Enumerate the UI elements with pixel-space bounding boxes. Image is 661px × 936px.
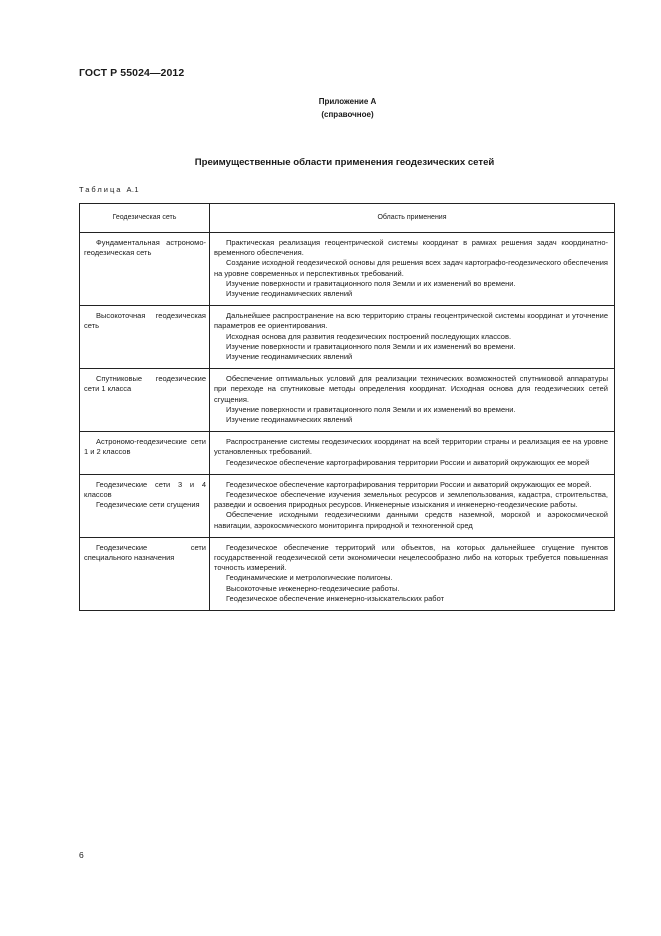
area-item: Изучение поверхности и гравитационного поля Земли и их изменений во времени. (226, 404, 516, 414)
network-name: Фундаментальная астрономо-геодезическая сеть (84, 238, 206, 258)
area-item: Обеспечение оптимальных условий для реализации технических возможностей спутниковой аппаратуры при переходе на спутниковые методы определения координат. Исходная основа для геодезических сетей сгущения. (214, 374, 608, 404)
table-header-row (80, 204, 615, 233)
appendix-subtitle: (справочное) (321, 109, 374, 119)
network-name: Геодезические сети 3 и 4 классов (84, 479, 206, 500)
area-item: Изучение геодинамических явлений (226, 352, 353, 362)
area-item: Обеспечение исходными геодезическими данными средств наземной, морской и аэрокосмической навигации, аэрокосмического мониторинга природной и техногенной сред (214, 510, 608, 530)
area-item: Изучение геодинамических явлений (226, 289, 353, 299)
col-header-network: Геодезическая сеть (80, 204, 210, 233)
section-heading: Преимущественные области применения геодезических сетей (194, 157, 495, 168)
table-row (80, 369, 615, 432)
table-row (80, 474, 615, 537)
area-cell (210, 432, 615, 475)
area-item: Изучение поверхности и гравитационного поля Земли и их изменений во времени. (226, 278, 516, 288)
network-cell (80, 233, 210, 306)
area-item: Исходная основа для развития геодезических построений последующих классов. (226, 331, 512, 341)
network-name-secondary: Геодезические сети сгущения (96, 500, 200, 510)
table-row (80, 306, 615, 369)
area-item: Геодинамические и метрологические полигоны. (226, 573, 393, 583)
network-cell (80, 474, 210, 537)
area-item: Изучение поверхности и гравитационного поля Земли и их изменений во времени. (226, 341, 516, 351)
area-cell (210, 233, 615, 306)
applications-table (79, 203, 615, 611)
network-cell (80, 432, 210, 475)
col-header-area: Область применения (210, 204, 615, 233)
area-item: Высокоточные инженерно-геодезические работы. (226, 583, 400, 593)
network-cell (80, 369, 210, 432)
network-name: Астрономо-геодезические сети 1 и 2 классов (84, 437, 206, 457)
area-item: Геодезическое обеспечение территорий или объектов, на которых дальнейшее сгущение пунктов государственной геодезической сети экономически нецелесообразно либо на которых требуется повышенная точность измерений. (214, 542, 608, 573)
area-cell (210, 537, 615, 610)
area-item: Создание исходной геодезической основы для решения всех задач картографо-геодезического обеспечения на уровне современных и перспективных требований. (214, 258, 608, 278)
table-caption-number: А.1 (126, 185, 139, 194)
page-number: 6 (79, 850, 84, 860)
network-cell (80, 537, 210, 610)
document-code: ГОСТ Р 55024—2012 (79, 67, 185, 79)
area-cell (210, 474, 615, 537)
area-item: Дальнейшее распространение на всю территорию страны геоцентрической системы координат и уточнение параметров ее ориентирования. (214, 311, 608, 331)
table-row (80, 233, 615, 306)
area-item: Геодезическое обеспечение изучения земельных ресурсов и землепользования, кадастра, строительства, разведки и освоения природных ресурсов. Инженерные изыскания и инженерно-геодезические работы. (214, 490, 608, 510)
area-item: Изучение геодинамических явлений (226, 415, 353, 425)
area-item: Практическая реализация геоцентрической системы координат в рамках решения задач координатно-временного обеспечения. (214, 238, 608, 258)
table-caption-prefix: Таблица (79, 185, 123, 194)
network-name: Спутниковые геодезические сети 1 класса (84, 374, 206, 394)
table-caption (79, 185, 139, 194)
area-cell (210, 306, 615, 369)
area-item: Распространение системы геодезических координат на всей территории страны и реализация ее на уровне установленных требований. (214, 437, 608, 457)
network-cell (80, 306, 210, 369)
area-item: Геодезическое обеспечение картографирования территории России и акваторий окружающих ее морей. (226, 479, 592, 489)
area-cell (210, 369, 615, 432)
network-name: Высокоточная геодезическая сеть (84, 311, 206, 331)
appendix-heading (0, 96, 661, 121)
appendix-title: Приложение А (318, 97, 377, 106)
area-item: Геодезическое обеспечение инженерно-изыскательских работ (226, 593, 445, 603)
table-row (80, 537, 615, 610)
table-row (80, 432, 615, 475)
area-item: Геодезическое обеспечение картографирования территории России и акваторий окружающих ее морей (226, 457, 590, 467)
network-name: Геодезические сети специального назначения (84, 542, 206, 563)
